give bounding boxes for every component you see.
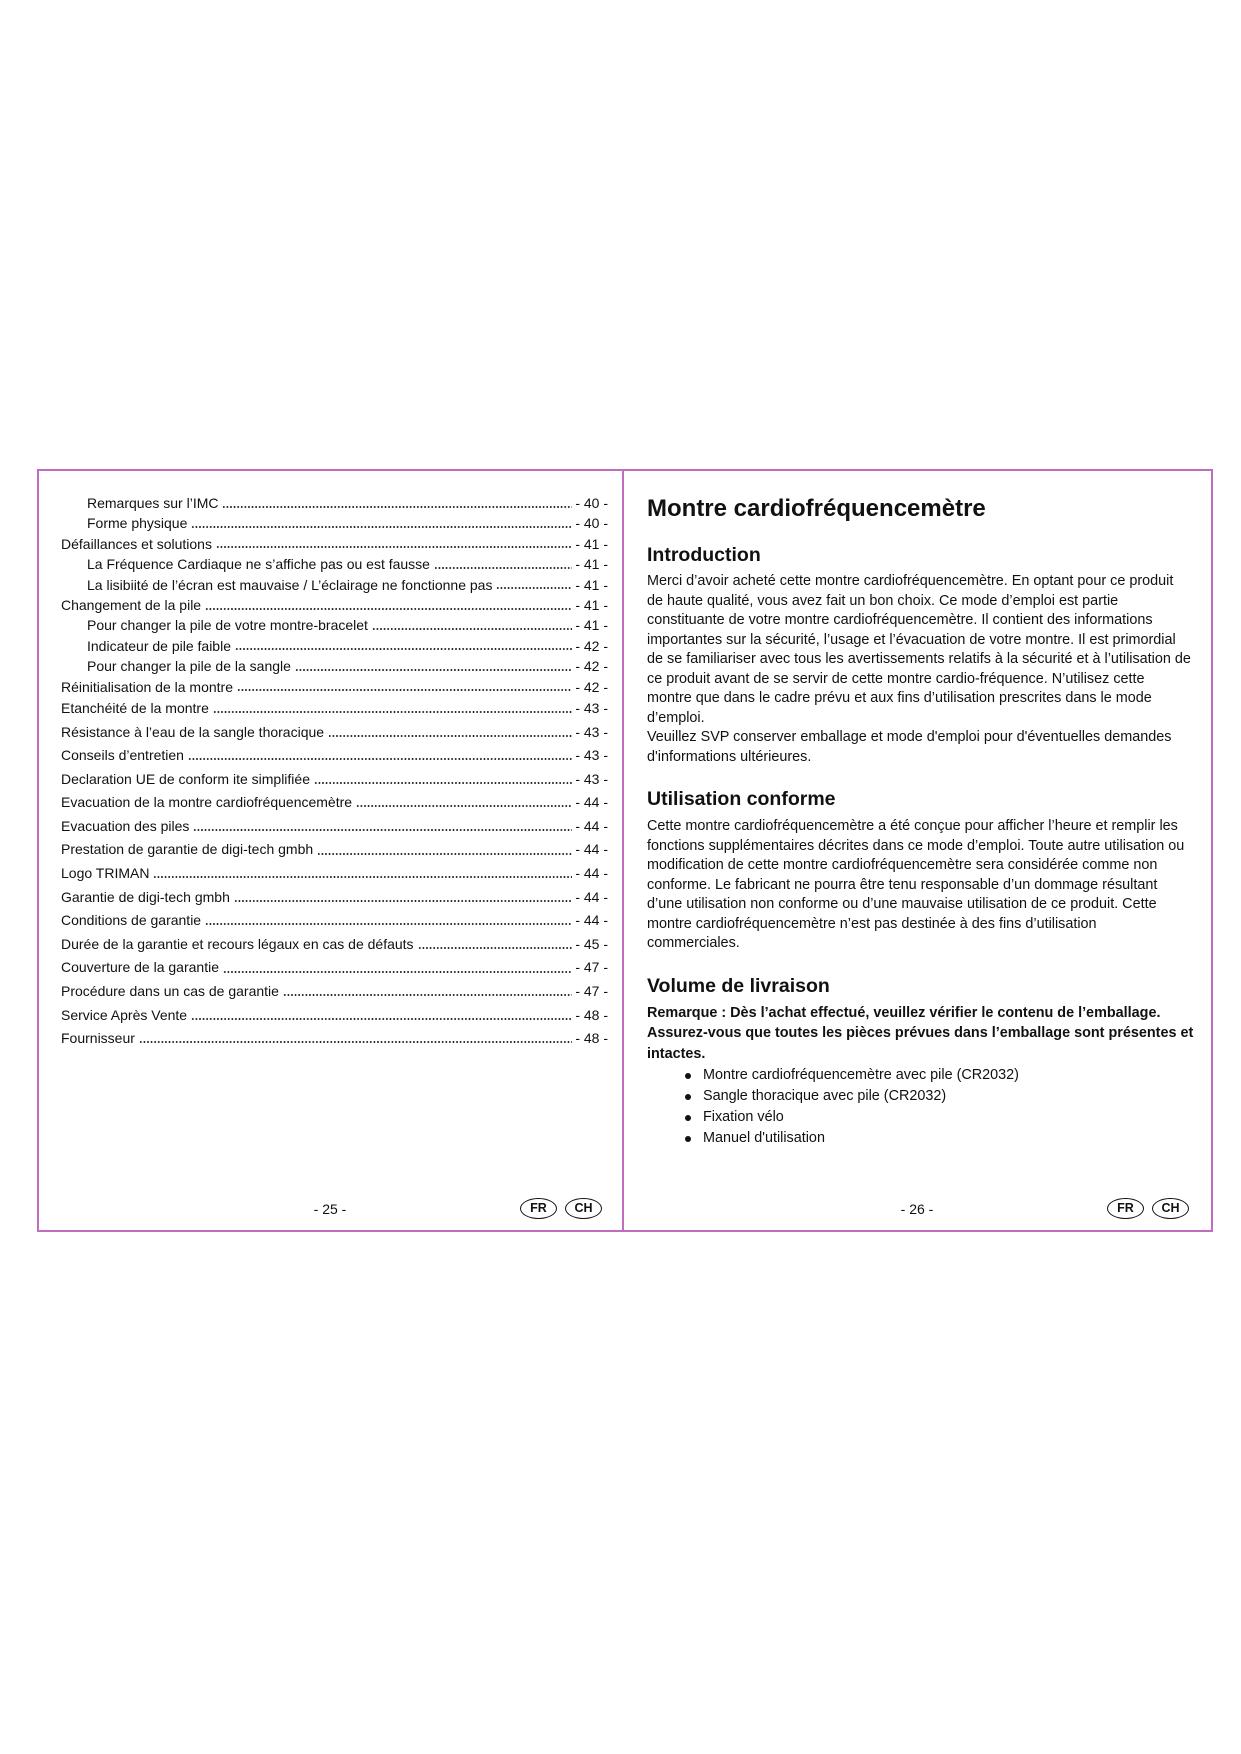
paragraph-line: montre cardiofréquencemètre n’est pas destinée à des fins d’utilisation: [647, 915, 1097, 932]
toc-dot-leader: [234, 890, 572, 904]
toc-entry-page: - 41 -: [575, 617, 608, 634]
toc-entry-title: Forme physique: [87, 515, 188, 532]
toc-dot-leader: [372, 619, 572, 633]
toc-entry: [61, 980, 608, 1004]
toc-entry: [61, 615, 608, 635]
toc-entry-title: Durée de la garantie et recours légaux en cas de défauts: [61, 935, 414, 952]
toc-entry: [61, 636, 608, 656]
list-item: [703, 1086, 1019, 1107]
toc-entry-page: - 44 -: [575, 888, 608, 905]
toc-entry: [61, 1027, 608, 1051]
paragraph-line: de haute qualité, vous avez fait un bon choix. Ce mode d’emploi est partie: [647, 592, 1119, 609]
section-heading-introduction: Introduction: [647, 544, 761, 566]
toc-entry-page: - 42 -: [575, 658, 608, 675]
paragraph-line: d’une utilisation non conforme ou d’une mauvaise utilisation de ce produit. Cette: [647, 896, 1157, 912]
toc-dot-leader: [193, 820, 572, 834]
paragraph-line: d’emploi.: [647, 709, 705, 726]
toc-entry-title: Conseils d’entretien: [61, 747, 184, 764]
toc-entry-page: - 44 -: [575, 865, 608, 882]
toc-entry-page: - 41 -: [575, 556, 608, 573]
toc-entry-title: Etanchéité de la montre: [61, 699, 209, 716]
toc-entry-page: - 42 -: [575, 637, 608, 654]
toc-entry-page: - 47 -: [575, 983, 608, 1000]
toc-entry: [61, 595, 608, 615]
paragraph-line: conforme. Le fabricant ne pourra être tenu responsable d’un dommage résultant: [647, 876, 1158, 893]
toc-entry-title: Pour changer la pile de votre montre-bracelet: [87, 617, 368, 634]
toc-dot-leader: [213, 702, 572, 716]
toc-entry-title: La Fréquence Cardiaque ne s’affiche pas ou est fausse: [87, 556, 430, 573]
country-badge-ch: CH: [1152, 1198, 1189, 1219]
toc-entry-page: - 43 -: [575, 747, 608, 764]
toc-entry: [61, 554, 608, 574]
toc-entry: [61, 1004, 608, 1028]
paragraph-line: d'informations ultérieures.: [647, 748, 812, 765]
toc-dot-leader: [223, 961, 572, 975]
toc-dot-leader: [328, 725, 572, 739]
toc-dot-leader: [317, 843, 572, 857]
list-item-text: Fixation vélo: [703, 1109, 784, 1125]
introduction-paragraph: [647, 572, 1191, 767]
toc-entry-page: - 44 -: [575, 817, 608, 834]
list-item: [703, 1128, 1019, 1149]
paragraph-line: modification de cette montre cardiofréquencemètre sera considérée comme non: [647, 857, 1158, 873]
toc-entry-title: Service Après Vente: [61, 1006, 188, 1023]
utilisation-paragraph: [647, 817, 1184, 954]
toc-entry-title: Declaration UE de conform ite simplifiée: [61, 770, 310, 787]
section-heading-livraison: Volume de livraison: [647, 975, 830, 997]
toc-entry-page: - 44 -: [575, 794, 608, 811]
toc-entry-page: - 42 -: [575, 678, 608, 695]
toc-entry-page: - 41 -: [575, 576, 608, 593]
toc-entry-title: Changement de la pile: [61, 596, 202, 613]
toc-entry-page: - 45 -: [575, 935, 608, 952]
toc-entry-title: Couverture de la garantie: [61, 959, 219, 976]
page-number: - 25 -: [313, 1201, 347, 1217]
toc-dot-leader: [205, 914, 572, 928]
remark-line: Remarque : Dès l’achat effectué, veuillez vérifier le contenu de l’emballage.: [647, 1005, 1161, 1021]
page-divider: [622, 469, 624, 1232]
paragraph-line: montre que dans le cadre prévu et aux fins d’utilisation prescrites dans le mode: [647, 690, 1152, 706]
country-badge-ch: CH: [565, 1198, 602, 1219]
section-heading-utilisation: Utilisation conforme: [647, 788, 836, 810]
toc-entry-page: - 47 -: [575, 959, 608, 976]
toc-entry: [61, 886, 608, 910]
toc-entry: [61, 791, 608, 815]
remark-line: intactes.: [647, 1045, 706, 1062]
toc-dot-leader: [295, 659, 572, 673]
country-badge-fr: FR: [1107, 1198, 1144, 1219]
toc-entry-title: Pour changer la pile de la sangle: [87, 658, 291, 675]
toc-dot-leader: [222, 496, 572, 510]
toc-entry-title: Défaillances et solutions: [61, 535, 212, 552]
remark-note: [647, 1003, 1193, 1064]
toc-entry-page: - 43 -: [575, 699, 608, 716]
toc-entry-page: - 43 -: [575, 770, 608, 787]
paragraph-line: Merci d’avoir acheté cette montre cardiofréquencemètre. En optant pour ce produit: [647, 573, 1174, 589]
toc-entry-title: Evacuation de la montre cardiofréquencemètre: [61, 794, 353, 811]
table-of-contents: [61, 493, 608, 1051]
toc-entry-page: - 40 -: [575, 515, 608, 532]
list-item-text: Manuel d'utilisation: [703, 1130, 825, 1146]
toc-entry-title: Logo TRIMAN: [61, 865, 150, 882]
toc-entry-title: Garantie de digi-tech gmbh: [61, 888, 230, 905]
toc-entry: [61, 862, 608, 886]
toc-entry-title: La lisibiité de l’écran est mauvaise / L’éclairage ne fonctionne pas: [87, 576, 493, 593]
delivery-contents-list: [703, 1065, 1019, 1149]
toc-entry-title: Conditions de garantie: [61, 912, 202, 929]
toc-entry-page: - 48 -: [575, 1030, 608, 1047]
toc-dot-leader: [356, 796, 572, 810]
toc-entry-title: Evacuation des piles: [61, 817, 190, 834]
toc-entry: [61, 721, 608, 745]
toc-entry: [61, 534, 608, 554]
toc-entry-title: Indicateur de pile faible: [87, 637, 231, 654]
list-item: [703, 1107, 1019, 1128]
toc-dot-leader: [191, 1008, 572, 1022]
toc-entry-title: Fournisseur: [61, 1030, 135, 1047]
toc-dot-leader: [418, 938, 573, 952]
toc-dot-leader: [188, 749, 572, 763]
list-item-text: Montre cardiofréquencemètre avec pile (CR2032): [703, 1067, 1019, 1083]
toc-dot-leader: [191, 517, 572, 531]
toc-entry: [61, 956, 608, 980]
remark-line: Assurez-vous que toutes les pièces prévues dans l’emballage sont présentes et: [647, 1025, 1194, 1042]
toc-dot-leader: [237, 680, 572, 694]
toc-entry: [61, 493, 608, 513]
toc-entry: [61, 909, 608, 933]
toc-entry: [61, 768, 608, 792]
toc-entry-page: - 41 -: [575, 535, 608, 552]
paragraph-line: fonctions supplémentaires décrites dans ce mode d’emploi. Toute autre utilisation ou: [647, 837, 1185, 854]
toc-entry-page: - 43 -: [575, 723, 608, 740]
page-title: Montre cardiofréquencemètre: [647, 495, 986, 522]
toc-entry-title: Procédure dans un cas de garantie: [61, 983, 279, 1000]
toc-entry-page: - 40 -: [575, 495, 608, 511]
bullet-icon: [685, 1136, 691, 1142]
toc-entry: [61, 697, 608, 721]
toc-entry-page: - 44 -: [575, 912, 608, 929]
toc-entry-title: Prestation de garantie de digi-tech gmbh: [61, 841, 314, 858]
paragraph-line: ce produit avant de se servir de cette montre cardio-fréquence. N’utilisez cette: [647, 670, 1145, 687]
toc-entry-title: Résistance à l’eau de la sangle thoracique: [61, 723, 325, 740]
toc-entry-title: Remarques sur l’IMC: [87, 495, 219, 511]
paragraph-line: importantes sur la sécurité, l’usage et l’évacuation de votre montre. Il est primordial: [647, 631, 1176, 648]
page-number: - 26 -: [900, 1201, 934, 1217]
toc-entry-page: - 41 -: [575, 596, 608, 613]
toc-dot-leader: [314, 772, 572, 786]
paragraph-line: de se familiariser avec tous les avertissements relatifs à la sécurité et à l’utilisation de: [647, 651, 1191, 667]
list-item: [703, 1065, 1019, 1086]
toc-dot-leader: [216, 537, 572, 551]
toc-entry: [61, 744, 608, 768]
paragraph-line: commerciales.: [647, 935, 740, 951]
bullet-icon: [685, 1094, 691, 1100]
toc-entry: [61, 933, 608, 957]
paragraph-line: Cette montre cardiofréquencemètre a été conçue pour afficher l’heure et remplir les: [647, 818, 1178, 834]
toc-entry: [61, 677, 608, 697]
toc-entry-title: Réinitialisation de la montre: [61, 678, 233, 695]
toc-entry: [61, 838, 608, 862]
paragraph-line: constituante de votre montre cardiofréquencemètre. Il contient des informations: [647, 612, 1153, 628]
toc-dot-leader: [139, 1032, 572, 1046]
toc-dot-leader: [496, 578, 572, 592]
paragraph-line: Veuillez SVP conserver emballage et mode d'emploi pour d'éventuelles demandes: [647, 729, 1172, 745]
toc-dot-leader: [205, 598, 572, 612]
toc-dot-leader: [235, 639, 572, 653]
toc-entry: [61, 815, 608, 839]
bullet-icon: [685, 1115, 691, 1121]
toc-entry: [61, 656, 608, 676]
toc-entry: [61, 575, 608, 595]
toc-entry-page: - 44 -: [575, 841, 608, 858]
bullet-icon: [685, 1073, 691, 1079]
toc-dot-leader: [153, 867, 572, 881]
toc-entry: [61, 513, 608, 533]
country-badge-fr: FR: [520, 1198, 557, 1219]
toc-dot-leader: [283, 985, 572, 999]
toc-dot-leader: [434, 557, 572, 571]
toc-entry-page: - 48 -: [575, 1006, 608, 1023]
list-item-text: Sangle thoracique avec pile (CR2032): [703, 1088, 947, 1104]
